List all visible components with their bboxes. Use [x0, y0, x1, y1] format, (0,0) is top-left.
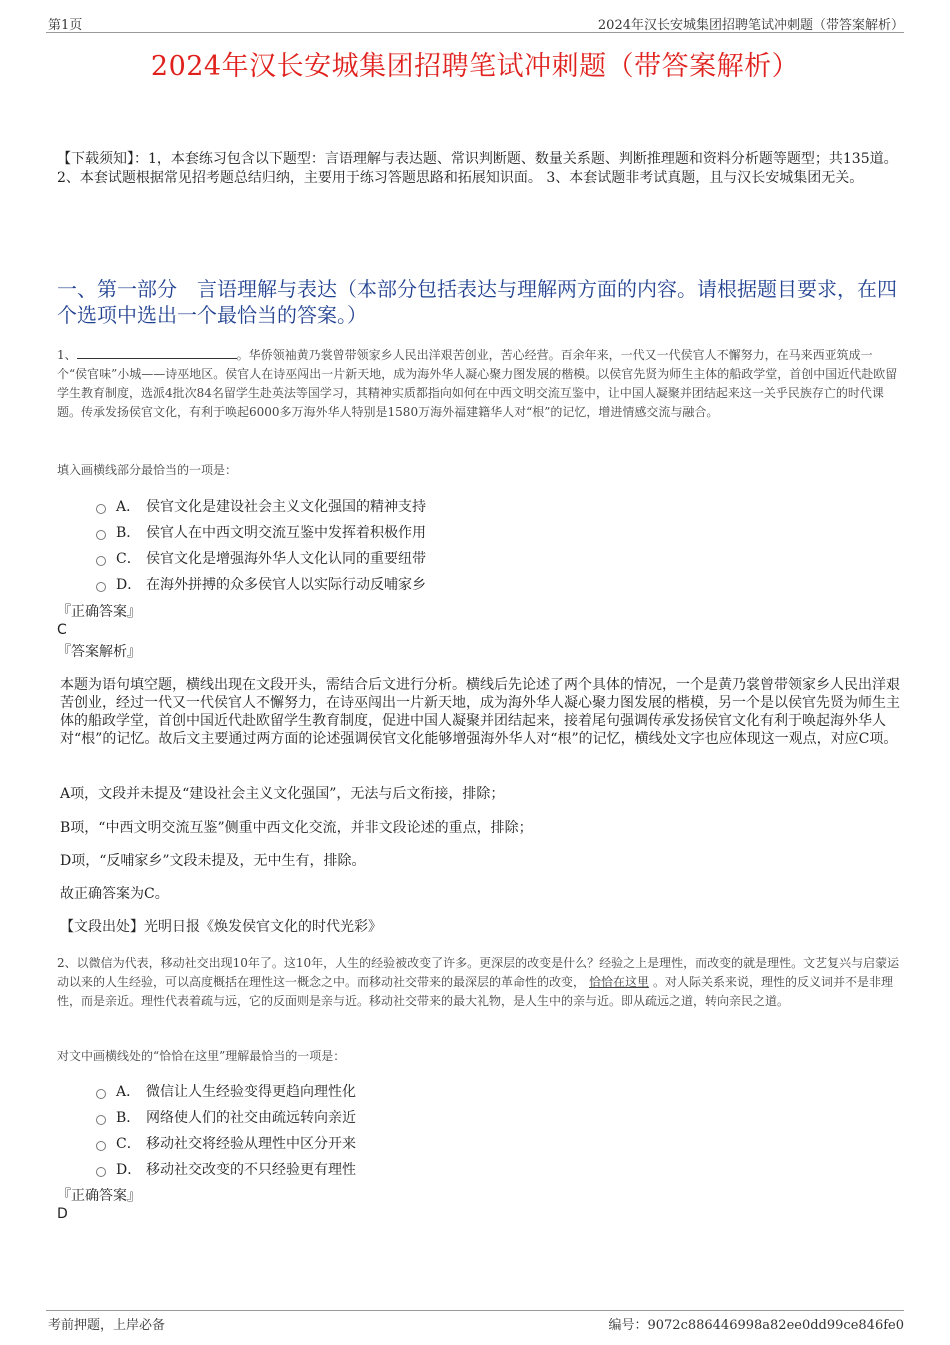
answer-analysis: 本题为语句填空题，横线出现在文段开头，需结合后文进行分析。横线后先论述了两个具体的情况，一个是黄乃裳曾带领家乡人民出洋艰苦创业，经过一代又一代侯官人不懈努力，在诗巫闯出一片新天地，成为海外华人凝心聚力图发展的楷模，另一个是以侯官先贤为师生主体的船政学堂，首创中国近代赴欧留学生教育制度，促进中国人凝聚并团结起来，接着尾句强调传承发扬侯官文化有利于唤起海外华人对“根”的记忆。故后文主要通过两方面的论述强调侯官文化能够增强海外华人对“根”的记忆，横线处文字也应体现这一观点，对应C项。: [60, 677, 900, 747]
question-1-body: 。华侨领袖黄乃裳曾带领家乡人民出洋艰苦创业，苦心经营。百余年来，一代又一代侯官人不懈努力，在马来西亚筑成一个“侯官味”小城——诗巫地区。侯官人在诗巫闯出一片新天地，成为海外华人凝心聚力图发展的楷模。以侯官先贤为师生主体的船政学堂，首创中国近代赴欧留学生教育制度，选派4批次84名留学生赴英法等国学习，其精神实质都指向如何在中西文明交流互鉴中，让中国人凝聚并团结起来这一关乎民族存亡的时代课题。传承发扬侯官文化，有利于唤起6000多万海外华人特别是1580万海外福建籍华人对“根”的记忆，增进情感交流与融合。: [57, 348, 898, 419]
option-c[interactable]: C． 移动社交将经验从理性中区分开来: [96, 1130, 356, 1156]
analysis-label: 『答案解析』: [57, 644, 141, 660]
radio-icon[interactable]: [96, 504, 106, 514]
answer-label: 『正确答案』: [57, 604, 141, 620]
section-heading: 一、第一部分 言语理解与表达（本部分包括表达与理解两方面的内容。请根据题目要求，在四个选项中选出一个最恰当的答案。）: [57, 277, 897, 327]
download-notice: 【下载须知】：1，本套练习包含以下题型：言语理解与表达题、常识判断题、数量关系题、判断推理题和资料分析题等题型；共135道。 2、本套试题根据常见招考题总结归纳，主要用于练习答题思路和拓展知识面。 3、本套试题非考试真题，且与汉长安城集团无关。: [57, 151, 898, 186]
option-b[interactable]: B． 侯官人在中西文明交流互鉴中发挥着积极作用: [96, 519, 426, 545]
option-d[interactable]: D． 在海外拼搏的众多侯官人以实际行动反哺家乡: [96, 571, 426, 597]
footer-doc-id: 编号：9072c886446998a82ee0dd99ce846fe0: [608, 1318, 904, 1333]
radio-icon[interactable]: [96, 582, 106, 592]
header-divider: [46, 32, 904, 33]
option-a-note: A项，文段并未提及“建设社会主义文化强国”，无法与后文衔接，排除；: [60, 786, 505, 802]
option-c[interactable]: C． 侯官文化是增强海外华人文化认同的重要纽带: [96, 545, 426, 571]
question-1-options: [96, 493, 426, 597]
footer-divider: [46, 1310, 904, 1311]
question-1-number: 1、: [57, 348, 77, 362]
option-a[interactable]: A． 微信让人生经验变得更趋向理性化: [96, 1078, 356, 1104]
page-title: 2024年汉长安城集团招聘笔试冲刺题（带答案解析）: [150, 51, 800, 82]
option-b[interactable]: B． 网络使人们的社交由疏远转向亲近: [96, 1104, 356, 1130]
passage-source: 【文段出处】光明日报《焕发侯官文化的时代光彩》: [60, 919, 382, 935]
underlined-phrase: 恰恰在这里: [589, 975, 650, 989]
option-d-note: D项，“反哺家乡”文段未提及，无中生有，排除。: [60, 853, 366, 869]
radio-icon[interactable]: [96, 1115, 106, 1125]
header-page-number: 第1页: [48, 18, 83, 33]
footer-slogan: 考前押题，上岸必备: [48, 1318, 166, 1333]
answer-conclusion: 故正确答案为C。: [60, 886, 169, 902]
radio-icon[interactable]: [96, 1089, 106, 1099]
radio-icon[interactable]: [96, 556, 106, 566]
radio-icon[interactable]: [96, 1167, 106, 1177]
option-a[interactable]: A． 侯官文化是建设社会主义文化强国的精神支持: [96, 493, 426, 519]
option-d[interactable]: D． 移动社交改变的不只经验更有理性: [96, 1156, 356, 1182]
radio-icon[interactable]: [96, 1141, 106, 1151]
correct-answer: D: [57, 1206, 68, 1222]
fill-blank: [77, 346, 237, 359]
header-doc-title: 2024年汉长安城集团招聘笔试冲刺题（带答案解析）: [597, 18, 904, 33]
radio-icon[interactable]: [96, 530, 106, 540]
question-1-text: [57, 346, 902, 422]
answer-label: 『正确答案』: [57, 1188, 141, 1204]
question-2-prompt: 对文中画横线处的“恰恰在这里”理解最恰当的一项是：: [57, 1049, 346, 1063]
option-b-note: B项，“中西文明交流互鉴”侧重中西文化交流，并非文段论述的重点，排除；: [60, 820, 533, 836]
question-1-prompt: 填入画横线部分最恰当的一项是：: [57, 463, 238, 477]
question-2-text: 2、以微信为代表，移动社交出现10年了。这10年，人生的经验被改变了许多。更深层的改变是什么？经验之上是理性，而改变的就是理性。文艺复兴与启蒙运动以来的人生经验，可以高度概括在理性这一概念之中。而移动社交带来的最深层的革命性的改变， 恰恰在这里 。对人际关系来说，理性的反义词并不是非理性，而是亲近。理性代表着疏与远，它的反面则是亲与近。移动社交带来的最大礼物，是人生中的亲与近。即从疏远之道，转向亲民之道。: [57, 956, 900, 1008]
correct-answer: C: [57, 622, 67, 638]
question-2-options: [96, 1078, 356, 1182]
